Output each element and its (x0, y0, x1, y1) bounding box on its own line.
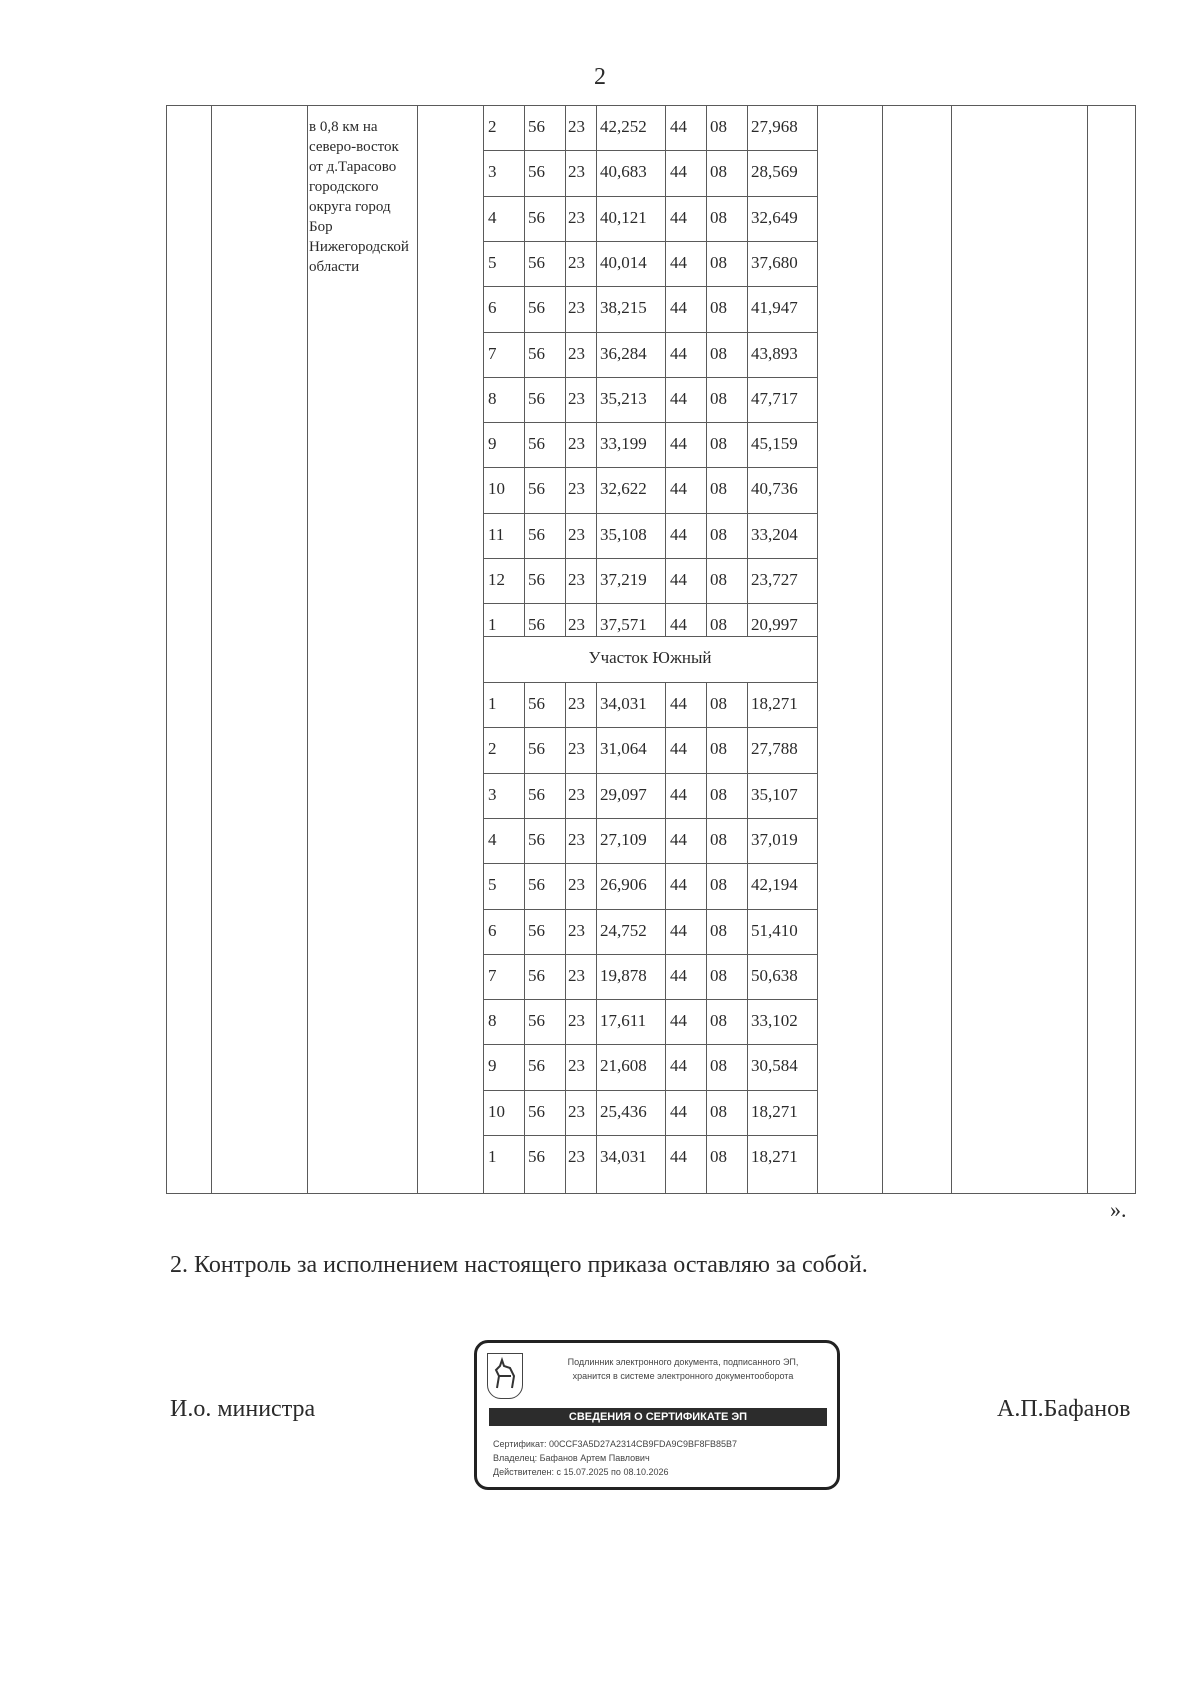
table-cell: 56 (528, 615, 545, 635)
table-cell: 3 (488, 162, 497, 182)
table-cell: 23 (568, 162, 585, 182)
table-border (166, 105, 1136, 106)
table-cell: 1 (488, 1147, 497, 1166)
table-border (817, 105, 818, 1194)
table-cell: 37,219 (600, 570, 647, 589)
table-cell: 17,611 (600, 1011, 647, 1031)
table-cell: 56 (528, 965, 545, 985)
table-cell: 56 (528, 920, 545, 940)
table-cell: 23 (568, 875, 585, 895)
table-cell: 23 (568, 570, 585, 589)
table-cell: 23 (568, 965, 585, 985)
table-cell: 44 (670, 117, 687, 136)
coat-of-arms-icon (487, 1353, 523, 1399)
table-cell: 29,097 (600, 784, 647, 804)
table-cell: 44 (670, 920, 687, 940)
table-cell: 2 (488, 117, 497, 136)
table-cell: 44 (670, 388, 687, 408)
table-cell: 23 (568, 784, 585, 804)
table-cell: 35,108 (600, 524, 647, 544)
table-cell: 44 (670, 570, 687, 589)
table-cell: 56 (528, 875, 545, 895)
table-cell: 31,064 (600, 739, 647, 759)
table-cell: 44 (670, 1101, 687, 1121)
table-cell: 42,194 (751, 875, 798, 895)
table-cell: 34,031 (600, 1147, 647, 1166)
table-cell: 56 (528, 434, 545, 454)
signer-position: И.о. министра (170, 1396, 316, 1422)
table-cell: 08 (710, 1011, 727, 1031)
table-border (166, 105, 167, 1194)
table-cell: 26,906 (600, 875, 647, 895)
e-signature-stamp (474, 1340, 840, 1490)
table-cell: 56 (528, 570, 545, 589)
stamp-certificate: Сертификат: 00CCF3A5D27A2314CB9FDA9C9BF8FB85B7 (493, 1439, 738, 1449)
table-cell: 44 (670, 207, 687, 227)
table-cell: 23 (568, 388, 585, 408)
table-cell: 3 (488, 784, 497, 804)
table-cell: 32,649 (751, 207, 798, 227)
table-cell: 56 (528, 343, 545, 363)
table-cell: 32,622 (600, 479, 647, 499)
table-cell: 23 (568, 298, 585, 318)
table-cell: 51,410 (751, 920, 798, 940)
coord-column-border (747, 105, 748, 636)
table-cell: 47,717 (751, 388, 798, 408)
table-cell: 44 (670, 875, 687, 895)
stamp-line-2: хранится в системе электронного документооборота (572, 1371, 794, 1381)
table-border (211, 105, 212, 1194)
table-cell: 34,031 (600, 694, 647, 713)
table-cell: 08 (710, 524, 727, 544)
table-border (166, 1193, 1136, 1194)
table-cell: 6 (488, 920, 497, 940)
table-cell: 56 (528, 524, 545, 544)
table-cell: 4 (488, 207, 497, 227)
table-cell: 08 (710, 117, 727, 136)
table-cell: 5 (488, 252, 497, 272)
table-cell: 08 (710, 388, 727, 408)
table-cell: 50,638 (751, 965, 798, 985)
table-cell: 44 (670, 1056, 687, 1076)
table-cell: 45,159 (751, 434, 798, 454)
coord-column-border (596, 682, 597, 1194)
coord-column-border (665, 682, 666, 1194)
table-cell: 7 (488, 343, 497, 363)
page-number: 2 (594, 64, 606, 90)
coord-column-border (524, 105, 525, 636)
table-cell: 23 (568, 434, 585, 454)
table-cell: 08 (710, 343, 727, 363)
place-description: в 0,8 км на северо-восток от д.Тарасово городского округа город Бор Нижегородской области (309, 119, 409, 275)
coord-column-border (706, 682, 707, 1194)
table-cell: 44 (670, 1011, 687, 1031)
table-border (417, 105, 418, 1194)
stamp-line-1: Подлинник электронного документа, подписанного ЭП, (567, 1357, 799, 1367)
table-cell: 08 (710, 162, 727, 182)
table-cell: 37,680 (751, 252, 798, 272)
table-cell: 56 (528, 829, 545, 849)
table-cell: 27,968 (751, 117, 798, 136)
table-cell: 44 (670, 615, 687, 635)
coord-column-border (596, 105, 597, 636)
table-cell: 56 (528, 1056, 545, 1076)
table-cell: 56 (528, 162, 545, 182)
table-cell: 23 (568, 1147, 585, 1166)
table-cell: 56 (528, 1011, 545, 1031)
table-cell: 08 (710, 875, 727, 895)
table-cell: 23 (568, 920, 585, 940)
table-cell: 7 (488, 965, 497, 985)
table-cell: 56 (528, 117, 545, 136)
table-cell: 56 (528, 298, 545, 318)
table-cell: 33,204 (751, 524, 798, 544)
table-cell: 08 (710, 694, 727, 713)
table-cell: 35,213 (600, 388, 647, 408)
table-cell: 44 (670, 479, 687, 499)
table-cell: 08 (710, 920, 727, 940)
table-cell: 23 (568, 694, 585, 713)
table-cell: 23 (568, 252, 585, 272)
table-cell: 40,683 (600, 162, 647, 182)
table-cell: 27,788 (751, 739, 798, 759)
closing-quote: ». (1110, 1197, 1127, 1222)
table-cell: 6 (488, 298, 497, 318)
table-cell: 44 (670, 829, 687, 849)
table-cell: 08 (710, 479, 727, 499)
table-cell: 23 (568, 1056, 585, 1076)
section-title: Участок Южный (588, 648, 712, 667)
table-cell: 28,569 (751, 162, 798, 182)
table-cell: 10 (488, 1101, 505, 1121)
signer-name: А.П.Бафанов (997, 1396, 1131, 1422)
table-cell: 23 (568, 615, 585, 635)
table-cell: 35,107 (751, 784, 798, 804)
table-cell: 44 (670, 694, 687, 713)
table-cell: 08 (710, 1147, 727, 1166)
table-cell: 44 (670, 343, 687, 363)
table-cell: 21,608 (600, 1056, 647, 1076)
table-cell: 8 (488, 1011, 497, 1031)
table-cell: 56 (528, 1147, 545, 1166)
coord-column-border (524, 682, 525, 1194)
table-cell: 44 (670, 739, 687, 759)
table-cell: 23 (568, 117, 585, 136)
table-cell: 23 (568, 343, 585, 363)
coord-column-border (565, 105, 566, 636)
table-cell: 4 (488, 829, 497, 849)
table-cell: 27,109 (600, 829, 647, 849)
table-cell: 56 (528, 252, 545, 272)
table-cell: 56 (528, 694, 545, 713)
table-border (307, 105, 308, 1194)
table-border (951, 105, 952, 1194)
stamp-owner: Владелец: Бафанов Артем Павлович (493, 1453, 650, 1463)
table-cell: 40,014 (600, 252, 647, 272)
table-cell: 44 (670, 298, 687, 318)
table-cell: 08 (710, 298, 727, 318)
table-cell: 25,436 (600, 1101, 647, 1121)
table-cell: 08 (710, 739, 727, 759)
table-cell: 5 (488, 875, 497, 895)
table-cell: 11 (488, 524, 505, 544)
table-cell: 40,121 (600, 207, 647, 227)
table-cell: 42,252 (600, 117, 647, 136)
table-cell: 9 (488, 1056, 497, 1076)
table-border (1087, 105, 1088, 1194)
table-cell: 2 (488, 739, 497, 759)
coord-column-border (565, 682, 566, 1194)
table-cell: 44 (670, 252, 687, 272)
table-cell: 44 (670, 162, 687, 182)
table-cell: 08 (710, 615, 727, 635)
table-cell: 23 (568, 739, 585, 759)
coord-column-border (747, 682, 748, 1194)
table-cell: 24,752 (600, 920, 647, 940)
table-cell: 8 (488, 388, 497, 408)
table-cell: 12 (488, 570, 505, 589)
table-cell: 44 (670, 1147, 687, 1166)
table-cell: 33,199 (600, 434, 647, 454)
table-cell: 23 (568, 207, 585, 227)
coord-column-border (706, 105, 707, 636)
stamp-valid: Действителен: с 15.07.2025 по 08.10.2026 (493, 1467, 669, 1477)
table-cell: 08 (710, 434, 727, 454)
table-cell: 23 (568, 1101, 585, 1121)
table-cell: 18,271 (751, 1147, 798, 1166)
table-cell: 20,997 (751, 615, 798, 635)
coordinates-table (166, 105, 1136, 1194)
table-cell: 56 (528, 388, 545, 408)
table-cell: 1 (488, 615, 497, 635)
table-cell: 33,102 (751, 1011, 798, 1031)
table-cell: 23 (568, 524, 585, 544)
table-cell: 56 (528, 739, 545, 759)
table-cell: 1 (488, 694, 497, 713)
table-cell: 10 (488, 479, 505, 499)
table-cell: 38,215 (600, 298, 647, 318)
stamp-header: СВЕДЕНИЯ О СЕРТИФИКАТЕ ЭП (489, 1408, 827, 1426)
table-cell: 08 (710, 965, 727, 985)
table-cell: 08 (710, 829, 727, 849)
table-cell: 40,736 (751, 479, 798, 499)
table-cell: 19,878 (600, 965, 647, 985)
table-cell: 43,893 (751, 343, 798, 363)
table-cell: 44 (670, 784, 687, 804)
table-cell: 30,584 (751, 1056, 798, 1076)
table-cell: 23 (568, 829, 585, 849)
table-cell: 56 (528, 1101, 545, 1121)
table-border (882, 105, 883, 1194)
table-cell: 41,947 (751, 298, 798, 318)
table-cell: 44 (670, 434, 687, 454)
table-cell: 56 (528, 479, 545, 499)
table-cell: 56 (528, 784, 545, 804)
table-border (1135, 105, 1136, 1194)
table-cell: 08 (710, 570, 727, 589)
table-cell: 08 (710, 1101, 727, 1121)
table-cell: 37,571 (600, 615, 647, 635)
table-cell: 44 (670, 524, 687, 544)
table-cell: 18,271 (751, 694, 798, 713)
table-cell: 08 (710, 784, 727, 804)
table-cell: 56 (528, 207, 545, 227)
table-cell: 44 (670, 965, 687, 985)
coord-column-border (665, 105, 666, 636)
table-cell: 9 (488, 434, 497, 454)
table-cell: 08 (710, 1056, 727, 1076)
table-cell: 23 (568, 1011, 585, 1031)
table-cell: 37,019 (751, 829, 798, 849)
table-cell: 08 (710, 252, 727, 272)
table-cell: 18,271 (751, 1101, 798, 1121)
table-cell: 36,284 (600, 343, 647, 363)
table-cell: 23 (568, 479, 585, 499)
order-paragraph: 2. Контроль за исполнением настоящего приказа оставляю за собой. (170, 1252, 868, 1278)
table-cell: 08 (710, 207, 727, 227)
table-cell: 23,727 (751, 570, 798, 589)
